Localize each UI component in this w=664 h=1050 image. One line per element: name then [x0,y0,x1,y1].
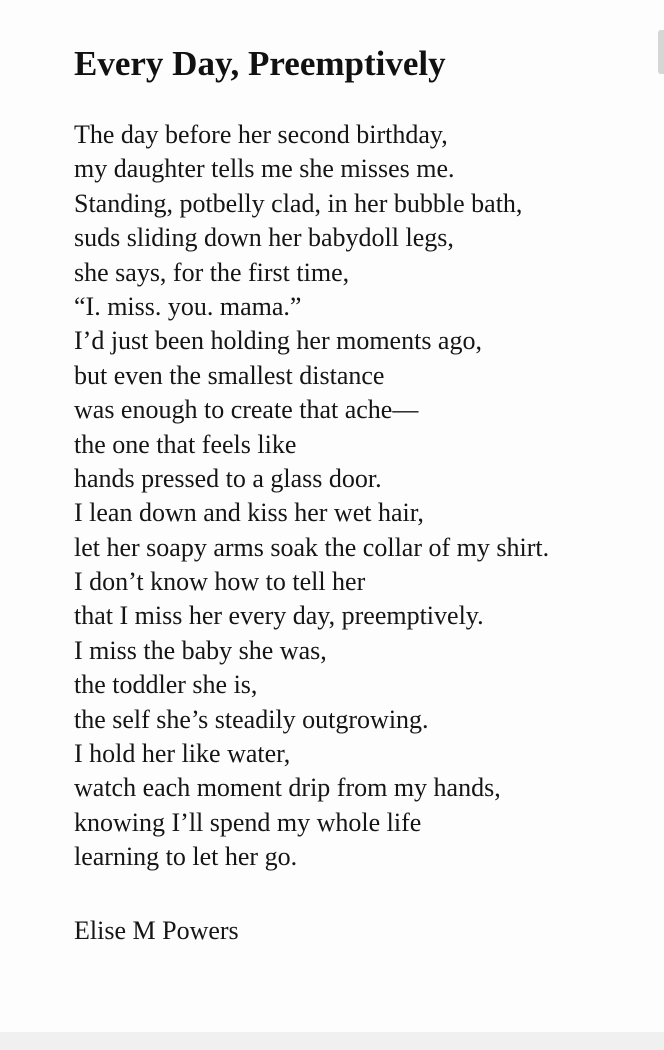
poem-line: hands pressed to a glass door. [74,463,382,493]
poem-line: The day before her second birthday, [74,120,448,149]
poem-line: the self she’s steadily outgrowing. [74,704,429,734]
poem-line: knowing I’ll spend my whole life [74,807,422,837]
poem-body [74,118,549,875]
poem-author: Elise M Powers [74,916,239,945]
poem-line: I’d just been holding her moments ago, [74,326,482,356]
poem-line: the one that feels like [74,429,297,459]
poem-line: that I miss her every day, preemptively. [74,601,484,631]
poem-line: but even the smallest distance [74,360,385,390]
poem-line: I miss the baby she was, [74,635,327,665]
poem-line: suds sliding down her babydoll legs, [74,223,454,253]
scrollbar-thumb[interactable] [658,30,664,74]
poem-line: the toddler she is, [74,670,258,700]
poem-line: “I. miss. you. mama.” [74,291,302,321]
poem-line: let her soapy arms soak the collar of my shirt. [74,532,550,562]
poem-line: was enough to create that ache— [74,395,419,425]
bottom-strip [0,1032,664,1050]
poem-line: I don’t know how to tell her [74,567,366,597]
poem-line: learning to let her go. [74,842,298,872]
poem-line: she says, for the first time, [74,257,350,287]
poem-line: I lean down and kiss her wet hair, [74,498,424,528]
poem-line: my daughter tells me she misses me. [74,154,455,184]
poem-line: I hold her like water, [74,739,291,769]
poem-title: Every Day, Preemptively [74,44,446,83]
poem-line: Standing, potbelly clad, in her bubble bath, [74,188,523,218]
poem-line: watch each moment drip from my hands, [74,773,501,803]
